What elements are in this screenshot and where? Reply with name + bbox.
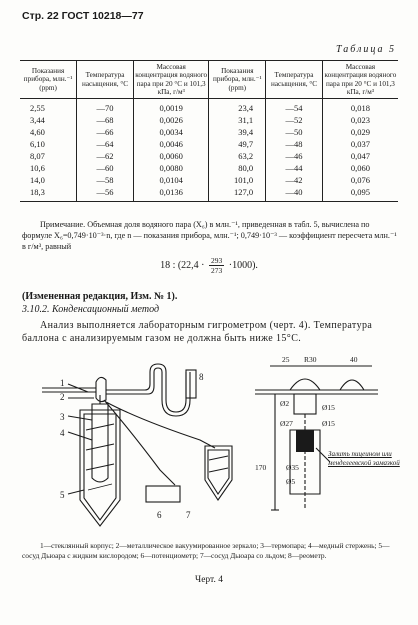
thermocouple-wire <box>106 402 215 448</box>
table-cell: —40 <box>266 187 323 202</box>
table-cell: 0,0046 <box>133 139 209 151</box>
table-cell: 14,0 <box>30 175 45 186</box>
arc-40 <box>340 380 364 390</box>
label-4: 4 <box>60 428 65 438</box>
table-cell: 101,0 <box>209 175 266 187</box>
table-cell: 0,029 <box>322 127 398 139</box>
label-6: 6 <box>157 510 162 520</box>
rheometer-tube <box>154 368 190 416</box>
page-header: Стр. 22 ГОСТ 10218—77 <box>22 10 144 22</box>
table-cell: 0,095 <box>322 187 398 202</box>
table-cell: 8,07 <box>30 151 45 162</box>
table-cell: 18,3 <box>20 187 77 202</box>
rheometer <box>186 370 196 398</box>
table-cell: 2,55 <box>30 103 45 114</box>
formula-numerator: 293 <box>211 256 223 265</box>
formula-denominator: 273 <box>211 266 223 275</box>
table-cell: 4,60 <box>30 127 45 138</box>
col-header: Показания прибора, млн.⁻¹ (ppm) <box>209 61 266 99</box>
table-cell: 0,0080 <box>133 163 209 175</box>
col-header: Показания прибора, млн.⁻¹ (ppm) <box>20 61 77 99</box>
table-cell: 127,0 <box>209 187 266 202</box>
table-cell: 63,2 <box>209 151 266 163</box>
dewar-hatch <box>86 424 228 490</box>
col-header: Массовая концентрация водяного пара при 20 °С и 101,3 кПа, г/м³ <box>133 61 209 99</box>
table-cell: 23,4 <box>209 99 266 115</box>
table-cell: 0,018 <box>322 99 398 115</box>
seal-note-wrap <box>328 450 404 490</box>
figure-title: Черт. 4 <box>195 575 223 585</box>
table-cell: 0,037 <box>322 139 398 151</box>
table-cell: —46 <box>266 151 323 163</box>
table-cell: —60 <box>77 163 134 175</box>
table-cell: —48 <box>266 139 323 151</box>
table-cell: 10,6 <box>30 163 45 174</box>
rheometer-tube <box>150 364 186 412</box>
outlet-tube <box>106 372 154 394</box>
body-paragraph: Анализ выполняется лабораторным гигрометром (черт. 4). Температура баллона с анализируемым газом не должна быть ниже 15°С. <box>22 320 373 344</box>
table-cell: —54 <box>266 99 323 115</box>
label-5: 5 <box>60 490 65 500</box>
table-cell: —42 <box>266 175 323 187</box>
figure-caption: 1—стеклянный корпус; 2—металлическое вакуумированное зеркало; 3—термопара; 4—медный стержень; 5—сосуд Дьюара с жидким кислородом; 6—потенциометр; 7—сосуд Дьюара со льдом; 8—реометр. <box>22 541 390 560</box>
section-heading: 3.10.2. Конденсационный метод <box>22 304 160 315</box>
outlet-tube <box>106 372 150 390</box>
table-cell: 0,047 <box>322 151 398 163</box>
dim-label: Ø2 <box>280 399 290 408</box>
table-cell: 39,4 <box>209 127 266 139</box>
table-cell: 0,0060 <box>133 151 209 163</box>
table-cell: —50 <box>266 127 323 139</box>
dewar-ice <box>205 446 232 500</box>
table-cell: —52 <box>266 115 323 127</box>
table-cell: 0,023 <box>322 115 398 127</box>
formula-lead: 18 : (22,4 · <box>160 259 205 271</box>
glass-body <box>96 377 106 401</box>
table-cell: —70 <box>77 99 134 115</box>
dim-label: R30 <box>304 355 317 364</box>
dim-label: 170 <box>255 463 267 472</box>
table-cell: 0,060 <box>322 163 398 175</box>
potentiometer <box>146 486 180 502</box>
dark-fill <box>296 430 314 452</box>
thermocouple-wire <box>104 400 175 485</box>
table-cell: —58 <box>77 175 134 187</box>
head-block <box>294 394 316 414</box>
dim-label: Ø15 <box>322 403 335 412</box>
left-apparatus <box>42 364 232 526</box>
seal-note: Залить пицеином или менделеевской замазкой <box>328 450 400 467</box>
dim-label: 40 <box>350 355 358 364</box>
label-1: 1 <box>60 378 65 388</box>
label-2: 2 <box>60 392 65 402</box>
dim-label: Ø15 <box>322 419 335 428</box>
dim-label: Ø5 <box>286 477 296 486</box>
table-cell: 80,0 <box>209 163 266 175</box>
table-cell: —68 <box>77 115 134 127</box>
dim-label: Ø27 <box>280 419 293 428</box>
table-cell: —56 <box>77 187 134 202</box>
table-cell: 0,0034 <box>133 127 209 139</box>
table-cell: 6,10 <box>30 139 45 150</box>
col-header: Массовая концентрация водяного пара при 20 °С и 101,3 кПа, г/м³ <box>322 61 398 99</box>
formula-tail: ·1000). <box>228 259 258 271</box>
table-cell: 3,44 <box>30 115 45 126</box>
copper-rod <box>92 404 108 482</box>
table-note: Примечание. Объемная доля водяного пара (X₆) в млн.⁻¹, приведенная в табл. 5, вычислена по формуле X₆=0,749·10⁻³·n, где n — показания прибора, млн.⁻¹; 0,749·10⁻³ — коэффициент пересчета млн.⁻¹ в г/м³, равный <box>22 220 397 251</box>
table-title: Таблица 5 <box>336 44 396 55</box>
table-cell: 31,1 <box>209 115 266 127</box>
label-8: 8 <box>199 372 204 382</box>
label-7: 7 <box>186 510 191 520</box>
table-cell: —64 <box>77 139 134 151</box>
table-cell: 0,0104 <box>133 175 209 187</box>
col-header: Температура насыщения, °С <box>77 61 134 99</box>
arc-r30 <box>290 379 320 390</box>
table-cell: —66 <box>77 127 134 139</box>
label-3: 3 <box>60 412 65 422</box>
table-cell: —62 <box>77 151 134 163</box>
dim-label: Ø35 <box>286 463 299 472</box>
table-cell: 0,0019 <box>133 99 209 115</box>
table-cell: 0,076 <box>322 175 398 187</box>
table-cell: —44 <box>266 163 323 175</box>
dim-label: 25 <box>282 355 290 364</box>
table-cell: 49,7 <box>209 139 266 151</box>
table-cell: 0,0136 <box>133 187 209 202</box>
edit-note: (Измененная редакция, Изм. № 1). <box>22 291 178 302</box>
table-cell: 0,0026 <box>133 115 209 127</box>
col-header: Температура насыщения, °С <box>266 61 323 99</box>
leader-line <box>68 490 84 494</box>
